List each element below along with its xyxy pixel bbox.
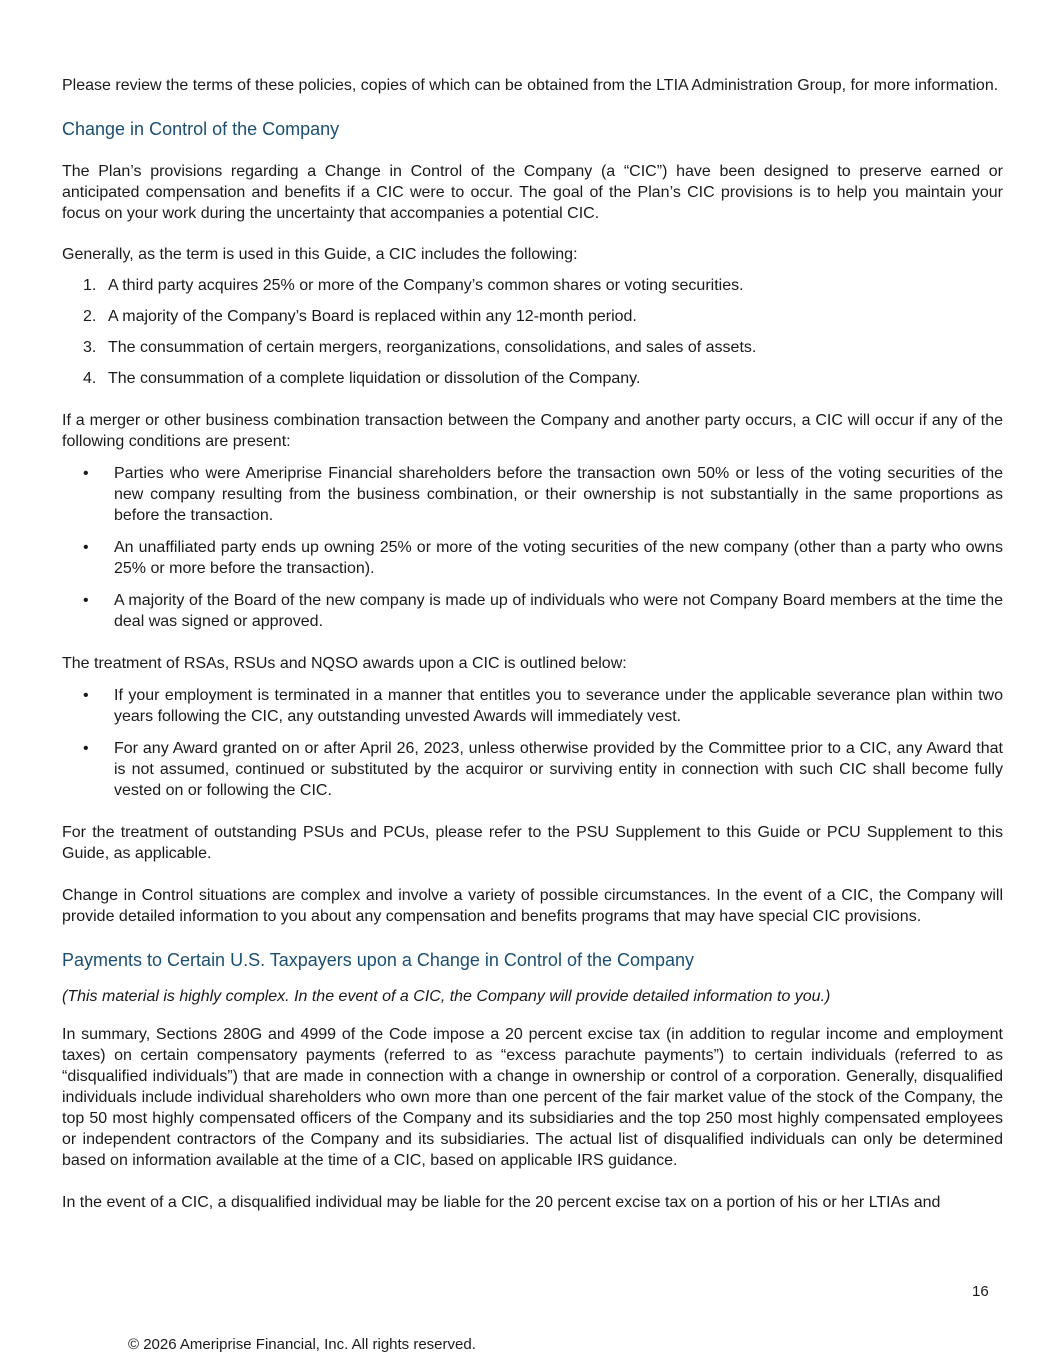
bullet-icon: •: [83, 465, 89, 482]
page-number: 16: [972, 1283, 989, 1300]
payments-paragraph-1: In summary, Sections 280G and 4999 of the Code impose a 20 percent excise tax (in addition to regular income and employment taxes) on certain compensatory payments (referred to as “excess parachute payments”) to certain individuals (referred to as “disqualified individuals”) that are made in connection with a change in ownership or control of a corporation. Generally, disqualified individuals include individual shareholders who own more than one percent of the fair market value of the stock of the Company, the top 50 most highly compensated officers of the Company and its subsidiaries and the top 250 most highly compensated employees or independent contractors of the Company and its subsidiaries. The actual list of disqualified individuals can only be determined based on information available at the time of a CIC, based on applicable IRS guidance.: [62, 1026, 1003, 1169]
cic-paragraph-5: For the treatment of outstanding PSUs and PCUs, please refer to the PSU Supplement to this Guide or PCU Supplement to this Guide, as applicable.: [62, 824, 1003, 862]
bullet-icon: •: [83, 687, 89, 704]
payments-paragraph-2: In the event of a CIC, a disqualified individual may be liable for the 20 percent excise tax on a portion of his or her LTIAs and: [62, 1194, 941, 1211]
list-item: • A majority of the Board of the new company is made up of individuals who were not Company Board members at the time the deal was signed or approved.: [83, 592, 1003, 630]
cic-paragraph-2: Generally, as the term is used in this Guide, a CIC includes the following:: [62, 246, 578, 263]
list-item: 4. The consummation of a complete liquidation or dissolution of the Company.: [83, 370, 641, 387]
list-item: • Parties who were Ameriprise Financial shareholders before the transaction own 50% or less of the voting securities of the new company resulting from the business combination, or their ownership is not substantially in the same proportions as before the transaction.: [83, 465, 1003, 524]
copyright-footer: © 2026 Ameriprise Financial, Inc. All rights reserved.: [128, 1336, 476, 1353]
list-item: 2. A majority of the Company’s Board is replaced within any 12-month period.: [83, 308, 637, 325]
merger-conditions-list: [62, 463, 1003, 632]
document-page: [62, 75, 1003, 1213]
cic-definition-list: [62, 275, 1003, 389]
list-item: 1. A third party acquires 25% or more of the Company’s common shares or voting securities.: [83, 277, 744, 294]
list-item: 3. The consummation of certain mergers, reorganizations, consolidations, and sales of assets.: [83, 339, 757, 356]
bullet-icon: •: [83, 740, 89, 757]
list-item: • An unaffiliated party ends up owning 25% or more of the voting securities of the new company (other than a party who owns 25% or more before the transaction).: [83, 539, 1003, 577]
cic-paragraph-4: The treatment of RSAs, RSUs and NQSO awards upon a CIC is outlined below:: [62, 655, 627, 672]
cic-paragraph-3: If a merger or other business combination transaction between the Company and another party occurs, a CIC will occur if any of the following conditions are present:: [62, 412, 1003, 450]
bullet-icon: •: [83, 539, 89, 556]
bullet-icon: •: [83, 592, 89, 609]
cic-paragraph-6: Change in Control situations are complex and involve a variety of possible circumstances. In the event of a CIC, the Company will provide detailed information to you about any compensation and benefits programs that may have special CIC provisions.: [62, 887, 1003, 925]
payments-heading: Payments to Certain U.S. Taxpayers upon a Change in Control of the Company: [62, 950, 695, 970]
cic-heading: Change in Control of the Company: [62, 119, 340, 139]
cic-paragraph-1: The Plan’s provisions regarding a Change in Control of the Company (a “CIC”) have been designed to preserve earned or anticipated compensation and benefits if a CIC were to occur. The goal of the Plan’s CIC provisions is to help you maintain your focus on your work during the uncertainty that accompanies a potential CIC.: [62, 163, 1003, 222]
intro-paragraph: Please review the terms of these policies, copies of which can be obtained from the LTIA Administration Group, for more information.: [62, 77, 999, 94]
list-item: • If your employment is terminated in a manner that entitles you to severance under the applicable severance plan within two years following the CIC, any outstanding unvested Awards will immediately vest.: [83, 687, 1003, 725]
payments-note: (This material is highly complex. In the event of a CIC, the Company will provide detailed information to you.): [62, 988, 831, 1005]
list-item: • For any Award granted on or after April 26, 2023, unless otherwise provided by the Committee prior to a CIC, any Award that is not assumed, continued or substituted by the acquiror or surviving entity in connection with such CIC shall become fully vested on or following the CIC.: [83, 740, 1003, 799]
award-treatment-list: [62, 685, 1003, 801]
